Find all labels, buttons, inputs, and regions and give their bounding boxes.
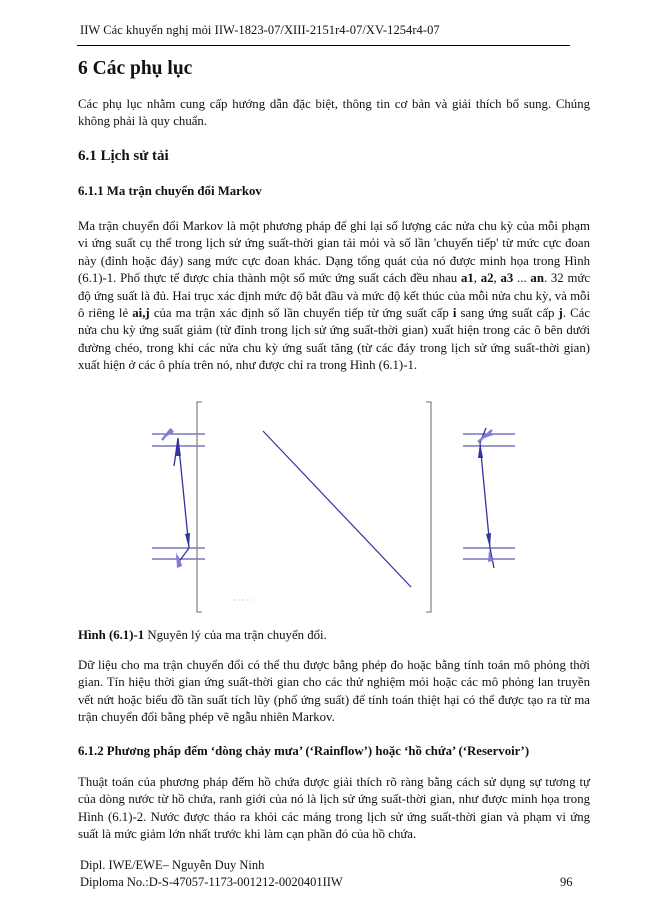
text-run: sang ứng suất cấp xyxy=(456,306,559,321)
matrix-brackets xyxy=(197,402,431,612)
figure-caption-text: Nguyên lý của ma trận chuyển đổi. xyxy=(144,628,327,642)
level-i: i xyxy=(452,306,457,321)
text-run: ... xyxy=(513,271,531,286)
figure-caption xyxy=(78,628,327,643)
matrix-diagonal xyxy=(263,431,411,587)
figure-caption-label: Hình (6.1)-1 xyxy=(78,628,145,642)
data-source-paragraph: Dữ liệu cho ma trận chuyển đổi có thể thu được bằng phép đo hoặc bằng tính toán mô phỏng thời gian. Tín hiệu thời gian ứng suất-thời gian cho các thử nghiệm mỏi hoặc các mô phỏng lan truyền vết nứt hoặc biểu đồ tần suất tích lũy (phổ ứng suất) để tính toán thiệt hại có thể được tạo ra từ ma trận chuyển đổi bằng phép vẽ ngẫu nhiên Markov. xyxy=(78,658,590,725)
markov-paragraph xyxy=(78,218,590,375)
text-run: . Các nửa chu kỳ ứng suất giảm (từ đỉnh trong lịch sử ứng suất-thời gian) xuất hiện trong các ô bên dưới đường chéo, trong khi các nửa chu kỳ ứng suất tăng (từ các đáy trong lịch sử ứng suất-thời gian) xuất hiện ở các ô phía trên nó, như được chỉ ra trong Hình (6.1)-1. xyxy=(78,306,591,373)
level-a2: a2 xyxy=(480,271,494,286)
text-run: Ma trận chuyển đổi Markov là một phương pháp để ghi lại số lượng các nửa chu kỳ của mỗi phạm vi ứng suất cụ thể trong lịch sử ứng suất-thời gian tải mỏi và số lần 'chuyển tiếp' từ mức cực đoan này (đỉnh hoặc đáy) sang mức cực đoan khác. Dạng tổng quát của nó được minh họa trong Hình (6.1)-1. Phổ thực tế được chia thành một số mức ứng suất cách đều nhau xyxy=(78,219,590,286)
subsection-title-6-1-2: 6.1.2 Phương pháp đếm ‘dòng chảy mưa’ (‘Rainflow’) hoặc ‘hồ chứa’ (‘Reservoir’) xyxy=(78,744,530,758)
text-run: của ma trận xác định số lần chuyển tiếp từ ứng suất cấp xyxy=(149,306,453,321)
rainflow-paragraph: Thuật toán của phương pháp đếm hồ chứa được giải thích rõ ràng bằng cách sử dụng sự tương tự của dòng nước từ hồ chứa, ranh giới của nó là lịch sử ứng suất-thời gian, như được minh họa trong Hình (6.1)-2. Nước được tháo ra khỏi các máng trong lịch sử ứng suất-thời gian và phạm vi ứng suất là mức giảm lớn nhất trước khi làm cạn phần đó của hồ chứa. xyxy=(78,775,590,842)
subsection-title-6-1: 6.1 Lịch sử tải xyxy=(78,148,169,164)
subsection-title-6-1-1: 6.1.1 Ma trận chuyển đổi Markov xyxy=(78,184,262,198)
section-title: 6 Các phụ lục xyxy=(78,58,193,79)
level-j: j xyxy=(558,306,563,321)
level-a3: a3 xyxy=(500,271,514,286)
cell-aij: ai,j xyxy=(132,306,150,321)
footer-author: Dipl. IWE/EWE– Nguyễn Duy Ninh xyxy=(80,858,265,872)
left-half-cycle-path xyxy=(162,428,190,568)
footer-diploma: Diploma No.:D-S-47057-1173-001212-0020401IIW xyxy=(80,875,343,889)
header-rule xyxy=(77,45,570,46)
text-run: , xyxy=(493,271,501,286)
text-run: , xyxy=(473,271,481,286)
markov-matrix-figure xyxy=(150,398,530,616)
text-run: . 32 mức độ ứng suất là đủ. Hai trục xác định mức độ bắt đầu và mức độ kết thúc của mỗi nửa chu kỳ, và mỗi ô riêng lẻ xyxy=(78,271,591,321)
page-number: 96 xyxy=(560,875,573,889)
running-header: IIW Các khuyến nghị mỏi IIW-1823-07/XIII-2151r4-07/XV-1254r4-07 xyxy=(80,23,440,37)
right-half-cycle-path xyxy=(478,428,494,568)
level-a1: a1 xyxy=(460,271,474,286)
section-intro: Các phụ lục nhằm cung cấp hướng dẫn đặc biệt, thông tin cơ bản và giải thích bổ sung. Chúng không phải là quy chuẩn. xyxy=(78,97,590,129)
level-an: an xyxy=(530,271,544,286)
